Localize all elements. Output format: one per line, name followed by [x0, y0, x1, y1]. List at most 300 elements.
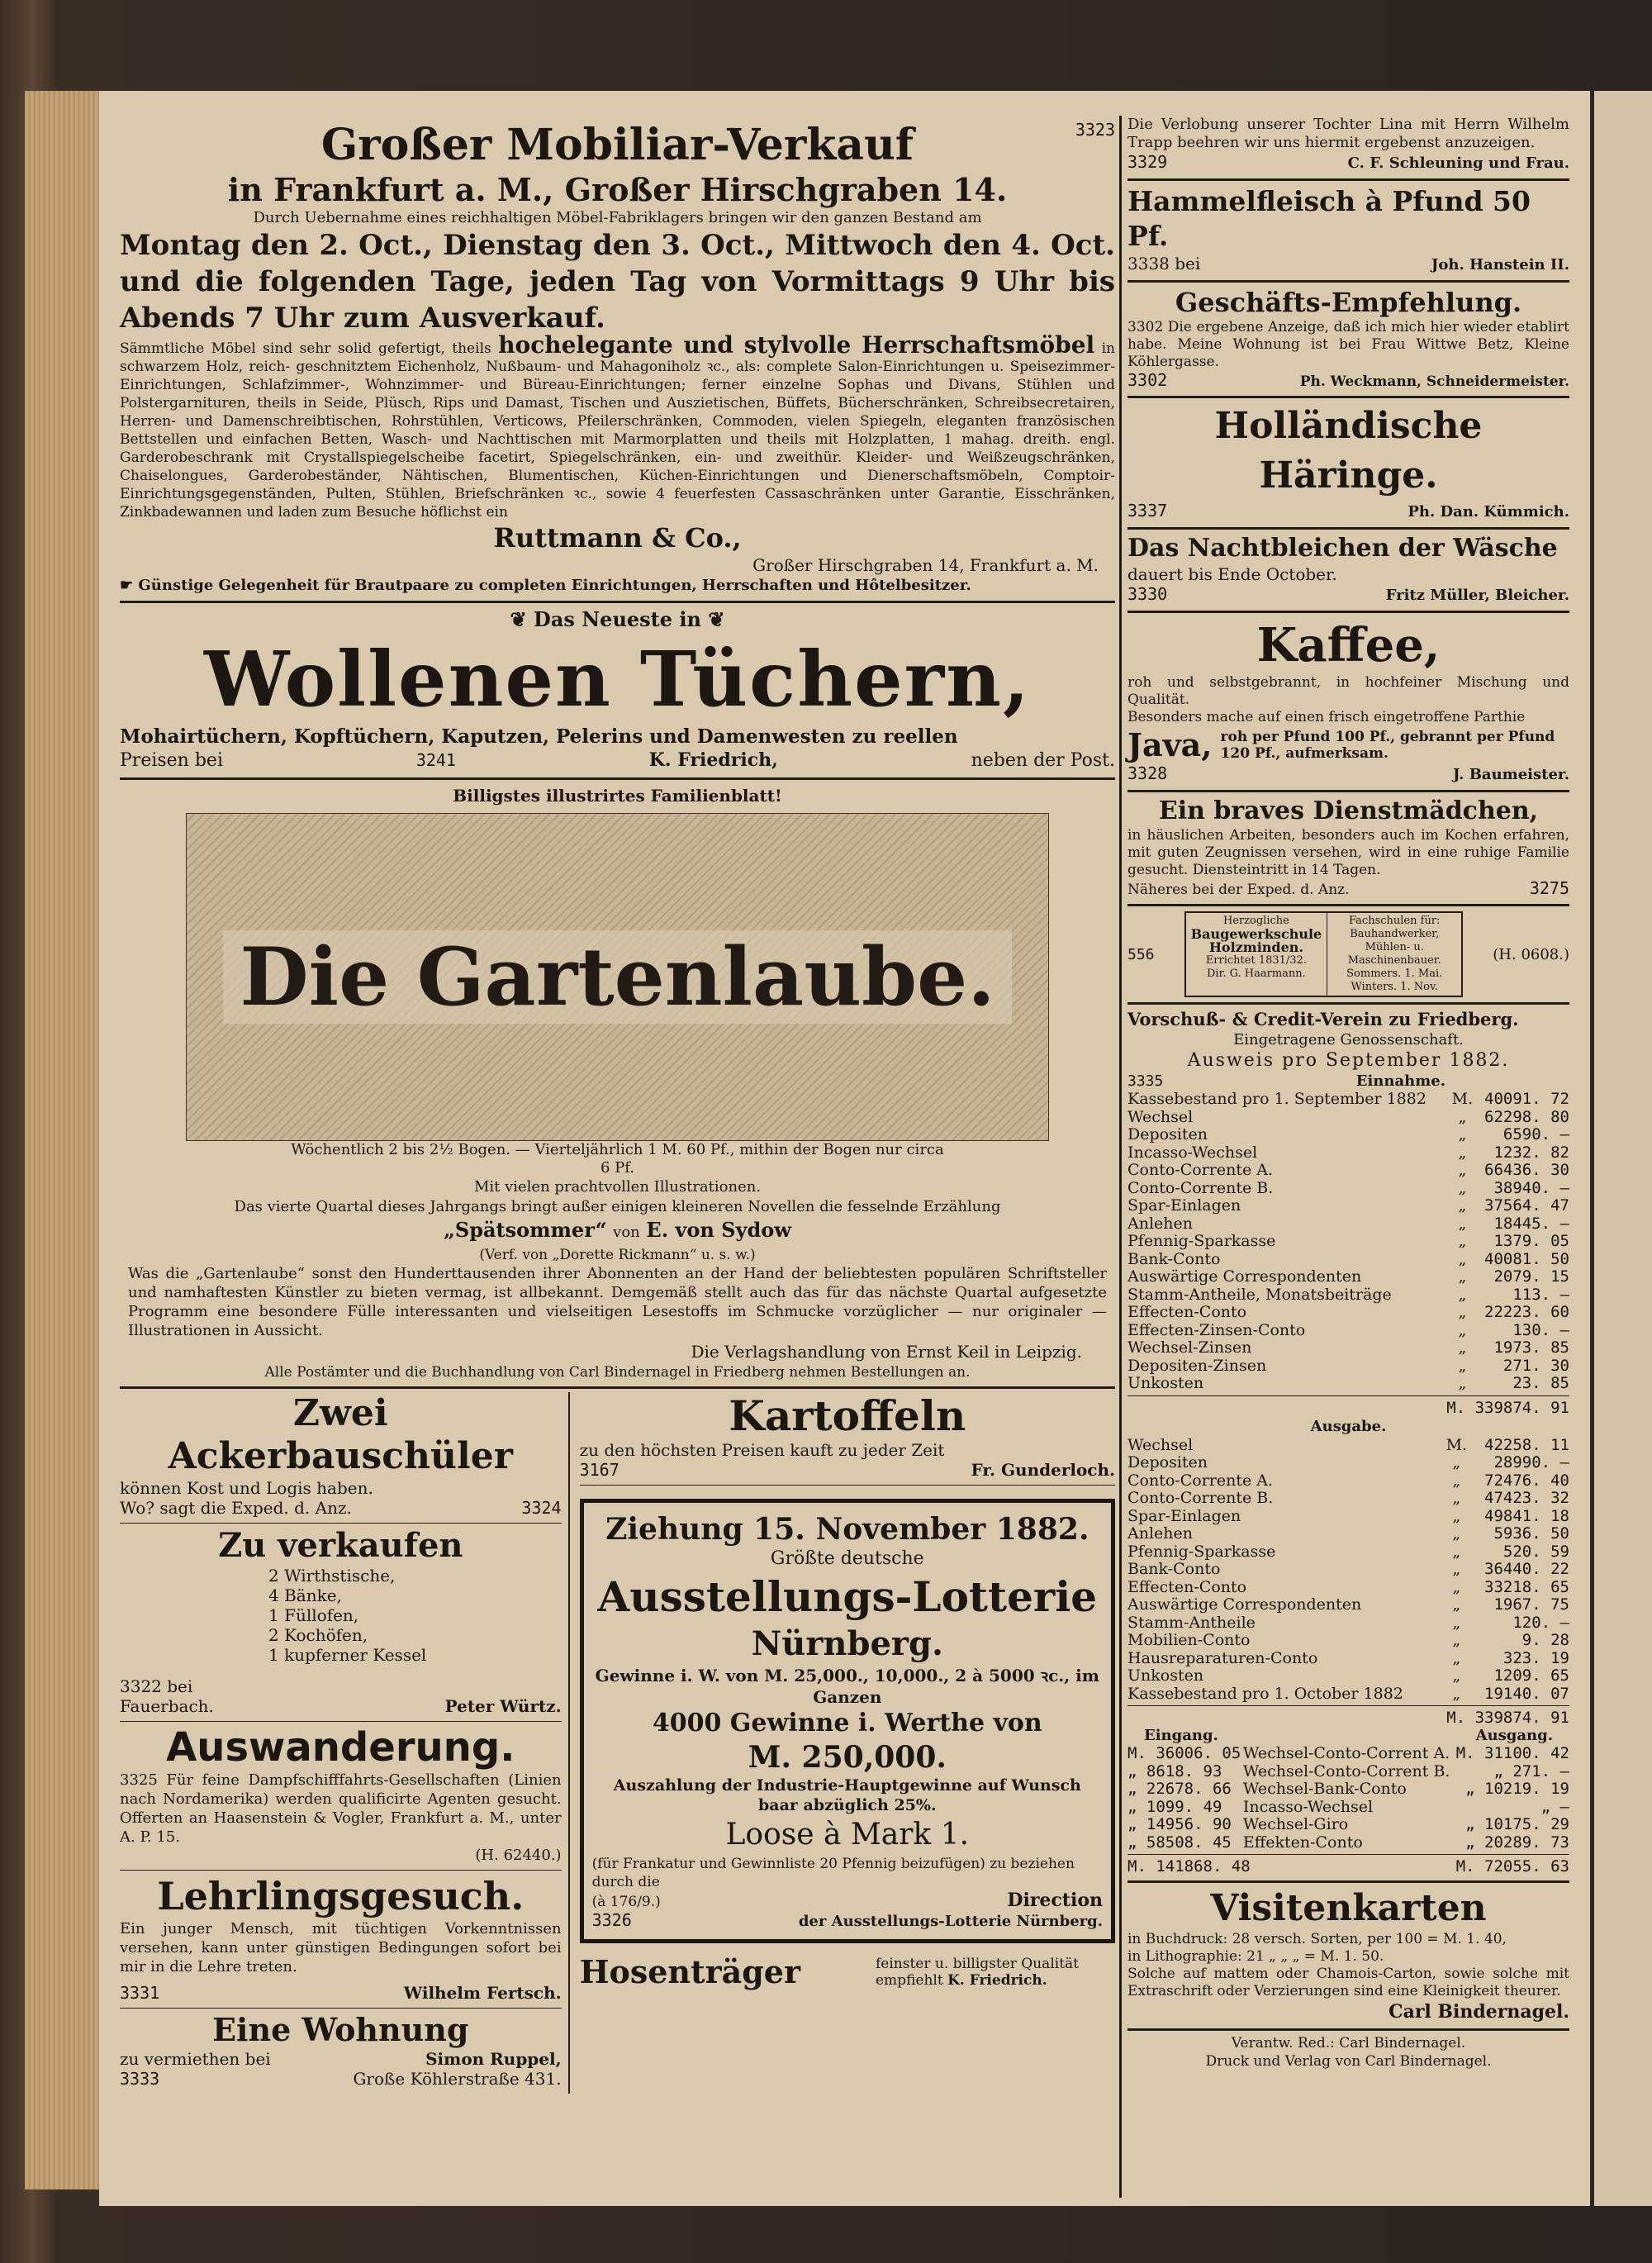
expense-cell: Effecten-Conto [1127, 1577, 1247, 1596]
mobiliar-lead-big: hochelegante und stylvolle Herrschaftsmöbel [498, 331, 1095, 359]
kaffee-ad [1127, 616, 1569, 785]
ein-total: M. 141868. 48 [1127, 1857, 1251, 1876]
income-cell: Auswärtige Correspondenten [1127, 1267, 1362, 1286]
income-cell: 38940. — [1493, 1178, 1569, 1197]
gartenlaube-publisher: Die Verlagshandlung von Ernst Keil in Leipzig. [691, 1342, 1082, 1362]
wollen-kicker [120, 606, 1115, 633]
income-row [1127, 1109, 1569, 1127]
gartenlaube-kicker: Billigstes illustrirtes Familienblatt! [453, 786, 782, 806]
facing-page-edge [1594, 91, 1652, 2206]
accounts-cell: Wechsel-Bank-Conto [1242, 1780, 1407, 1798]
haeringe-row [1127, 501, 1569, 522]
accounts-cell: „ 8618. 93 [1127, 1761, 1222, 1780]
income-table [1127, 1091, 1569, 1393]
accounts-cell: Wechsel-Conto-Corrent A. [1242, 1744, 1450, 1762]
expense-cell: 47423. 32 [1484, 1489, 1569, 1507]
wohnung-text: zu vermiethen bei [120, 2049, 271, 2069]
divider [1127, 396, 1569, 398]
accounts-row [1127, 1745, 1569, 1763]
income-cell: 22223. 60 [1484, 1303, 1569, 1321]
nachtbleichen-row [1127, 584, 1569, 606]
lotterie-kicker: Größte deutsche [770, 1548, 924, 1569]
small-ads-column [120, 1392, 570, 2094]
income-row [1127, 1339, 1569, 1357]
imprint-printer: Druck und Verlag von Carl Bindernagel. [1205, 2053, 1492, 2070]
baugewerk-l1: Herzogliche [1222, 915, 1289, 927]
gartenlaube-quarter: Das vierte Quartal dieses Jahrgangs bringt außer einigen kleineren Novellen die fesselnde Erzählung [234, 1198, 1001, 1215]
geschaeft-text: 3302 Die ergebene Anzeige, daß ich mich hier wieder etablirt habe. Meine Wohnung ist bei Frau Wittwe Betz, Kleine Köhlergasse. [1127, 319, 1569, 370]
wollen-title: Wollenen Tüchern, [203, 635, 1032, 724]
haeringe-number: 3337 [1127, 501, 1168, 521]
divider [120, 1386, 1115, 1389]
kartoffeln-row [580, 1460, 1115, 1480]
lottery-column [570, 1392, 1115, 2094]
mobiliar-title: Großer Mobiliar-Verkauf [320, 120, 914, 170]
lehrling-number: 3331 [120, 1983, 160, 2003]
expense-cell: „ [1452, 1648, 1461, 1667]
accounts-row [1127, 1799, 1569, 1817]
hammel-title: Hammelfleisch à Pfund 50 Pf. [1127, 185, 1531, 252]
expense-cell: 120. — [1512, 1613, 1569, 1632]
dienst-text: in häuslichen Arbeiten, besonders auch im Kochen erfahren, mit guten Zeugnissen versehen, wird in eine ruhige Familie gesucht. Diensteintritt in 14 Tagen. [1127, 827, 1569, 878]
expense-row [1127, 1437, 1569, 1455]
wohnung-number: 3333 [120, 2069, 160, 2089]
income-row [1127, 1286, 1569, 1305]
visiten-l2: in Lithographie: 21 „ „ „ = M. 1. 50. [1127, 1948, 1384, 1965]
lehrling-row [120, 1983, 562, 2003]
income-row [1127, 1126, 1569, 1144]
expense-row [1127, 1454, 1569, 1472]
wollen-ad [120, 606, 1115, 773]
verkaufen-item: 2 Kochöfen, [268, 1625, 368, 1645]
verein-subtitle: Eingetragene Genossenschaft. [1233, 1031, 1464, 1048]
ornament-right-icon: ❦ [700, 607, 725, 631]
expense-cell: 1209. 65 [1493, 1666, 1569, 1685]
mobiliar-lead-small: Sämmtliche Möbel sind sehr solid gefertigt, theils [120, 340, 491, 357]
expense-row [1127, 1490, 1569, 1508]
expense-row [1127, 1508, 1569, 1526]
income-cell: 6590. — [1502, 1125, 1569, 1143]
kaffee-java: Java, [1127, 726, 1213, 763]
hammel-number: 3338 bei [1127, 254, 1201, 273]
expense-cell: Unkosten [1127, 1666, 1204, 1685]
expense-cell: „ [1452, 1613, 1461, 1632]
expense-cell: Pfennig-Sparkasse [1127, 1542, 1276, 1561]
kartoffeln-text: zu den höchsten Preisen kauft zu jeder Zeit [579, 1440, 945, 1460]
baugewerk-r5: Winters. 1. Nov. [1351, 981, 1438, 993]
income-cell: Pfennig-Sparkasse [1127, 1232, 1276, 1250]
gartenlaube-author: E. von Sydow [646, 1218, 791, 1242]
ackerbau-number: 3324 [521, 1498, 562, 1518]
dienst-ref: Näheres bei der Exped. d. Anz. [1127, 882, 1350, 898]
lotterie-city: Nürnberg. [751, 1624, 943, 1663]
geschaeft-name: Ph. Weckmann, Schneidermeister. [1299, 373, 1569, 390]
kaffee-java-row [1127, 726, 1569, 763]
income-cell: 113. — [1512, 1285, 1569, 1304]
verein-accounts-head [1127, 1727, 1569, 1745]
divider [1127, 1705, 1569, 1706]
wollen-items: Mohairtüchern, Kopftüchern, Kaputzen, Pelerins und Damenwesten zu reellen [120, 725, 958, 748]
lotterie-date: Ziehung 15. November 1882. [605, 1512, 1089, 1547]
divider [1127, 527, 1569, 530]
income-cell: Wechsel-Zinsen [1127, 1338, 1252, 1357]
expense-cell: „ [1452, 1471, 1461, 1490]
gartenlaube-masthead-illustration [186, 813, 1049, 1141]
lehrling-name: Wilhelm Fertsch. [403, 1983, 562, 2003]
income-cell: Anlehen [1127, 1214, 1193, 1233]
expense-cell: 520. 59 [1502, 1542, 1569, 1561]
income-cell: 62298. 80 [1484, 1107, 1569, 1126]
accounts-cell: „ 22678. 66 [1127, 1780, 1232, 1798]
baugewerk-r4: Sommers. 1. Mai. [1346, 967, 1443, 980]
right-column [1127, 116, 1569, 2198]
divider [1127, 1002, 1569, 1005]
accounts-cell: „ 1099. 49 [1127, 1797, 1222, 1816]
nachtbleichen-title: Das Nachtbleichen der Wäsche [1127, 534, 1558, 563]
accounts-row [1127, 1763, 1569, 1781]
geschaeft-ad [1127, 286, 1569, 391]
mobiliar-lead-after: in schwarzem Holz, reich- [120, 340, 1116, 375]
income-cell: Wechsel [1127, 1107, 1194, 1126]
income-cell: „ [1458, 1356, 1467, 1375]
income-cell: 271. 30 [1502, 1356, 1569, 1375]
kartoffeln-title: Kartoffeln [729, 1391, 966, 1440]
income-cell: Effecten-Conto [1127, 1303, 1247, 1321]
income-cell: 130. — [1512, 1320, 1569, 1339]
kartoffeln-ad [580, 1392, 1115, 1480]
expense-cell: 72476. 40 [1484, 1471, 1569, 1490]
gartenlaube-weekly: Wöchentlich 2 bis 2½ Bogen. — Vierteljährlich 1 M. 60 Pf., mithin der Bogen nur circa 6 Pf. [291, 1141, 944, 1177]
divider [1127, 280, 1569, 283]
lotterie-amount: M. 250,000. [748, 1740, 947, 1775]
lotterie-direction: Direction [1007, 1890, 1103, 1911]
accounts-cell: M. 36006. 05 [1127, 1744, 1241, 1762]
gartenlaube-author-pre: von [613, 1224, 640, 1241]
dienst-ad [1127, 796, 1569, 899]
expense-cell: 28990. — [1493, 1453, 1569, 1471]
expense-cell: „ [1452, 1577, 1461, 1596]
imprint-editor: Verantw. Red.: Carl Bindernagel. [1231, 2035, 1466, 2051]
lotterie-ref: (à 176/9.) [591, 1894, 661, 1910]
nachtbleichen-name: Fritz Müller, Bleicher. [1385, 587, 1569, 604]
baugewerk-l5: Dir. G. Haarmann. [1206, 967, 1306, 980]
divider [1127, 178, 1569, 181]
lotterie-title: Ausstellungs-Lotterie [597, 1572, 1098, 1621]
verkaufen-item: 4 Bänke, [268, 1586, 342, 1605]
income-cell: Incasso-Wechsel [1127, 1143, 1258, 1162]
divider [120, 601, 1115, 603]
verein-report [1127, 1008, 1569, 1876]
gartenlaube-body: Was die „Gartenlaube“ sonst den Hunderttausenden ihrer Abonnenten an der Hand der beliebtesten populären Schriftsteller und namhaftesten Künstler zu bieten vermag, ist allbekannt. Demgemäß stellt auch das für das nächste Quartal aufgesetzte Programm eine besondere Fülle interessanten und vielseitigen Lesestoffs im Schmucke vorzüglicher — nur originaler — Illustrationen in Aussicht. [128, 1265, 1107, 1339]
income-cell: Depositen-Zinsen [1127, 1356, 1267, 1375]
baugewerk-r1: Fachschulen für: [1349, 915, 1441, 927]
lotterie-row2 [592, 1911, 1103, 1931]
mobiliar-location: in Frankfurt a. M., Großer Hirschgraben 14. [227, 171, 1008, 208]
gartenlaube-ad [120, 783, 1115, 1381]
accounts-table [1127, 1745, 1569, 1852]
expense-cell: „ [1452, 1489, 1461, 1507]
income-cell: Conto-Corrente B. [1127, 1178, 1274, 1197]
mobiliar-body-block [120, 331, 1116, 521]
kartoffeln-name: Fr. Gunderloch. [971, 1460, 1115, 1480]
verein-aus-head: Ausgang. [1475, 1727, 1553, 1744]
visiten-title: Visitenkarten [1210, 1887, 1487, 1929]
visiten-ad [1127, 1886, 1569, 2023]
income-cell: 37564. 47 [1484, 1196, 1569, 1215]
haeringe-name: Ph. Dan. Kümmich. [1408, 503, 1569, 521]
verein-report-title: Ausweis pro September 1882. [1187, 1050, 1510, 1071]
divider [1127, 2028, 1569, 2031]
income-row [1127, 1162, 1569, 1180]
dienst-number: 3275 [1529, 878, 1569, 898]
verkaufen-item: 1 Füllofen, [268, 1605, 359, 1625]
wollen-number: 3241 [415, 750, 456, 770]
verkaufen-item: 1 kupferner Kessel [268, 1645, 427, 1665]
income-cell: Conto-Corrente A. [1127, 1161, 1274, 1179]
haeringe-ad [1127, 402, 1569, 522]
expense-cell: 5936. 50 [1493, 1524, 1569, 1543]
lotterie-prizes2: 4000 Gewinne i. Werthe von [652, 1709, 1042, 1738]
verein-number: 3335 [1127, 1072, 1164, 1090]
visiten-firm: Carl Bindernagel. [1389, 2001, 1569, 2023]
accounts-row [1127, 1816, 1569, 1834]
gartenlaube-story-line [120, 1217, 1115, 1246]
lotterie-ad [580, 1499, 1115, 1943]
lotterie-row [592, 1891, 1103, 1911]
expense-row [1127, 1525, 1569, 1543]
expense-cell: „ [1452, 1506, 1461, 1525]
income-row [1127, 1251, 1569, 1269]
income-cell: 23. 85 [1512, 1374, 1569, 1392]
baugewerk-l2: Baugewerkschule [1190, 926, 1322, 942]
income-row [1127, 1304, 1569, 1322]
verlobung-number: 3329 [1127, 152, 1168, 172]
column-divider [1119, 116, 1122, 2198]
nachtbleichen-number: 3330 [1127, 584, 1168, 604]
kaffee-java-prices: roh per Pfund 100 Pf., gebrannt per Pfund 120 Pf., aufmerksam. [1220, 728, 1555, 762]
expense-cell: „ [1452, 1560, 1461, 1578]
wohnung-row2 [120, 2069, 562, 2089]
expense-row [1127, 1579, 1569, 1597]
expense-cell: Bank-Conto [1127, 1560, 1221, 1578]
expense-row [1127, 1561, 1569, 1579]
verkaufen-ad [120, 1526, 562, 1716]
income-cell: „ [1458, 1267, 1467, 1286]
haeringe-title: Holländische Häringe. [1214, 405, 1483, 497]
verein-ein-head: Eingang. [1144, 1727, 1218, 1744]
accounts-row [1127, 1780, 1569, 1799]
gartenlaube-author-note: (Verf. von „Dorette Rickmann“ u. s. w.) [479, 1247, 756, 1263]
income-cell: 1379. 05 [1493, 1232, 1569, 1250]
expense-total: M. 339874. 91 [1446, 1709, 1569, 1727]
ackerbau-title: Zwei Ackerbauschüler [168, 1392, 513, 1477]
geschaeft-title: Geschäfts-Empfehlung. [1175, 287, 1522, 318]
geschaeft-number: 3302 [1127, 370, 1168, 390]
verkaufen-row [120, 1696, 562, 1716]
wollen-where: neben der Post. [971, 750, 1115, 771]
gartenlaube-illustrations: Mit vielen prachtvollen Illustrationen. [473, 1178, 762, 1196]
divider [120, 1870, 562, 1871]
divider [120, 2008, 562, 2009]
income-cell: 40081. 50 [1484, 1249, 1569, 1268]
kartoffeln-number: 3167 [579, 1460, 620, 1480]
baugewerk-ad [1127, 911, 1569, 997]
baugewerk-number: 556 [1127, 945, 1155, 963]
expense-cell: Conto-Corrente B. [1127, 1489, 1274, 1507]
lotterie-prizes1: Gewinne i. W. von M. 25,000., 10,000., 2 à 5000 ꝛc., im Ganzen [595, 1666, 1099, 1707]
income-row [1127, 1091, 1569, 1109]
verein-head-row [1127, 1072, 1569, 1091]
geschaeft-row [1127, 371, 1569, 391]
lotterie-note: (für Frankatur und Gewinnliste 20 Pfennig beizufügen) zu beziehen durch die [591, 1856, 1075, 1890]
accounts-cell: „ — [1540, 1797, 1569, 1816]
wohnung-ad [120, 2011, 562, 2089]
mobiliar-body: geschnitztem Eichenholz, Nußbaum- und Mahagoniholz ꝛc., als: complete Salon-Einrichtungen u. Speisezimmer-Einrichtungen, Schlafzimmer-, Wohnzimmer- und Büreau-Einrichtungen; ferner einzelne Sophas und Divans, Stühlen und Polstergarnituren, theils in Seide, Plüsch, Rips und Damast, Tischen und Auszietischen, Büffets, Bücherschränken, Schreibsecretairen, Herren- und Damenschreibtischen, Rohrstühlen, Verticows, Pfeilerschränken, Commoden, vielen Spiegeln, eleganten französischen Bettstellen und einfachen Betten, Wasch- und Nachttischen mit Marmorplatten und theils mit Holzplatten, 1 mahag. dreith. engl. Garderobeschrank mit Crystallspiegelscheibe facetirt, Spiegelschränken, ein- und zweithür. Kleider- und Weißzeugschränken, Chaiselongues, Garderobeständer, Nähtischen, Blumentischen, Küchen-Einrichtungen und Dienerschaftsmöbeln, Comptoir-Einrichtungsgegenständen, Pulten, Stühlen, Briefschränken ꝛc., sowie 4 feuerfesten Cassaschränken unter Garantie, Eisschränken, Zinkbadewannen und laden zum Besuche höflichst ein [120, 359, 1115, 521]
income-cell: „ [1458, 1178, 1467, 1197]
dienst-title: Ein braves Dienstmädchen, [1158, 796, 1539, 825]
verkaufen-seller: Peter Würtz. [444, 1696, 562, 1716]
book-page-edges [25, 91, 99, 2189]
baugewerk-code: (H. 0608.) [1493, 945, 1569, 963]
verkaufen-place: Fauerbach. [120, 1696, 214, 1716]
expense-cell: Depositen [1127, 1453, 1208, 1471]
expense-row [1127, 1667, 1569, 1685]
income-cell: „ [1458, 1125, 1467, 1143]
gartenlaube-masthead: Die Gartenlaube. [223, 930, 1011, 1024]
income-cell: Bank-Conto [1127, 1249, 1221, 1268]
nachtbleichen-text: dauert bis Ende October. [1127, 564, 1337, 584]
income-row [1127, 1144, 1569, 1162]
kaffee-number: 3328 [1127, 763, 1168, 783]
verlobung-name: C. F. Schleuning und Frau. [1347, 155, 1569, 172]
divider [1127, 1395, 1569, 1396]
nachtbleichen-ad [1127, 533, 1569, 606]
accounts-cell: „ 20289. 73 [1465, 1833, 1569, 1852]
verein-title: Vorschuß- & Credit-Verein zu Friedberg. [1127, 1009, 1519, 1029]
expense-cell: Stamm-Antheile [1127, 1613, 1256, 1632]
expense-cell: 19140. 07 [1484, 1684, 1569, 1703]
income-cell: 2079. 15 [1493, 1267, 1569, 1286]
verlobung-text: Die Verlobung unserer Tochter Lina mit Herrn Wilhelm Trapp beehren wir uns hiermit ergebenst anzuzeigen. [1127, 116, 1569, 151]
baugewerk-l4: Errichtet 1831/32. [1205, 954, 1307, 967]
visiten-l3: Solche auf mattem oder Chamois-Carton, sowie solche mit Extraschrift oder Verzierungen sind eine Kleinigkeit theurer. [1127, 1966, 1569, 1999]
expense-cell: Wechsel [1127, 1435, 1194, 1454]
expense-cell: „ [1452, 1595, 1461, 1614]
expense-row [1127, 1543, 1569, 1562]
expense-cell: 49841. 18 [1484, 1506, 1569, 1525]
income-cell: „ [1458, 1161, 1467, 1179]
ackerbau-ad [120, 1392, 562, 1518]
lotterie-number: 3326 [591, 1910, 632, 1930]
lotterie-price: Loose à Mark 1. [725, 1818, 970, 1852]
divider [1127, 790, 1569, 792]
aus-total: M. 72055. 63 [1455, 1857, 1569, 1876]
hosen-text: feinster u. billigster Qualität empfiehlt [876, 1955, 1079, 1989]
page-number: 3323 [1075, 120, 1115, 140]
lotterie-org: der Ausstellungs-Lotterie Nürnberg. [798, 1913, 1103, 1930]
lehrling-text: Ein junger Mensch, mit tüchtigen Vorkenntnissen versehen, kann unter günstigen Bedingungen sofort bei mir in die Lehre treten. [120, 1920, 562, 1975]
income-row [1127, 1180, 1569, 1198]
income-cell: Stamm-Antheile, Monatsbeiträge [1127, 1285, 1392, 1304]
verein-expense-head: Ausgabe. [1310, 1417, 1387, 1435]
expense-cell: M. [1446, 1435, 1468, 1454]
mobiliar-dates: Montag den 2. Oct., Dienstag den 3. Oct., Mittwoch den 4. Oct. und die folgenden Tage, jeden Tag von Vormittags 9 Uhr bis Abends 7 Uhr zum Ausverkauf. [120, 229, 1115, 335]
lotterie-payout: Auszahlung der Industrie-Hauptgewinne auf Wunsch baar abzüglich 25%. [613, 1776, 1081, 1814]
income-cell: Unkosten [1127, 1374, 1204, 1392]
accounts-cell: Wechsel-Giro [1242, 1815, 1349, 1833]
income-row [1127, 1215, 1569, 1234]
baugewerk-l3: Holzminden. [1208, 939, 1303, 955]
baugewerk-left [1186, 913, 1328, 996]
lower-left-block [120, 1392, 1115, 2094]
dienst-row [1127, 879, 1569, 899]
expense-row [1127, 1650, 1569, 1668]
auswanderung-ad [120, 1724, 562, 1865]
income-row [1127, 1268, 1569, 1286]
ackerbau-question: Wo? sagt die Exped. d. Anz. [120, 1498, 352, 1518]
divider [1127, 904, 1569, 906]
expense-cell: „ [1452, 1524, 1461, 1543]
expense-row [1127, 1596, 1569, 1614]
imprint [1127, 2034, 1569, 2070]
accounts-cell: M. 31100. 42 [1455, 1744, 1569, 1762]
verkaufen-number: 3322 bei [120, 1676, 193, 1696]
hosen-title: Hosenträger [579, 1953, 800, 1990]
accounts-cell: „ 14956. 90 [1127, 1815, 1232, 1833]
baugewerk-r3: Mühlen- u. Maschinenbauer. [1347, 941, 1441, 967]
expense-cell: 36440. 22 [1484, 1560, 1569, 1578]
baugewerk-r2: Bauhandwerker, [1350, 928, 1440, 940]
expense-cell: Conto-Corrente A. [1127, 1471, 1274, 1490]
expense-cell: „ [1452, 1631, 1461, 1649]
expense-cell: Anlehen [1127, 1524, 1193, 1543]
wollen-firm: K. Friedrich, [648, 749, 778, 771]
hosen-text-block [876, 1956, 1115, 1989]
expense-cell: 1967. 75 [1493, 1595, 1569, 1614]
income-cell: 18445. — [1493, 1214, 1569, 1233]
income-row [1127, 1322, 1569, 1340]
income-cell: „ [1458, 1338, 1467, 1357]
expense-cell: „ [1452, 1684, 1461, 1703]
expense-table [1127, 1437, 1569, 1704]
income-cell: Spar-Einlagen [1127, 1196, 1241, 1215]
accounts-cell: Wechsel-Conto-Corrent B. [1242, 1761, 1450, 1780]
income-row [1127, 1233, 1569, 1251]
mobiliar-ad [120, 120, 1115, 596]
verlobung-ad [1127, 116, 1569, 174]
lehrling-ad [120, 1873, 562, 2003]
left-column [120, 120, 1115, 2198]
kaffee-name: J. Baumeister. [1453, 766, 1569, 783]
wohnung-address: Große Köhlerstraße 431. [353, 2069, 562, 2089]
accounts-total-row [1127, 1857, 1569, 1876]
divider [120, 1523, 562, 1524]
divider [1127, 1854, 1569, 1855]
kaffee-special: Besonders mache auf einen frisch eingetroffene Parthie [1127, 709, 1526, 725]
divider [120, 1721, 562, 1722]
income-cell: „ [1458, 1214, 1467, 1233]
wohnung-row [120, 2049, 562, 2069]
wollen-prices: Preisen bei [120, 750, 223, 771]
expense-cell: 9. 28 [1521, 1631, 1569, 1649]
income-row [1127, 1197, 1569, 1215]
kaffee-text: roh und selbstgebrannt, in hochfeiner Mischung und Qualität. [1127, 674, 1569, 708]
accounts-row [1127, 1834, 1569, 1852]
mobiliar-intro: Durch Uebernahme eines reichhaltigen Möbel-Fabriklagers bringen wir den ganzen Bestand am [253, 209, 982, 226]
income-row [1127, 1357, 1569, 1376]
accounts-cell: „ 10219. 19 [1465, 1780, 1569, 1798]
income-cell: Depositen [1127, 1125, 1208, 1143]
